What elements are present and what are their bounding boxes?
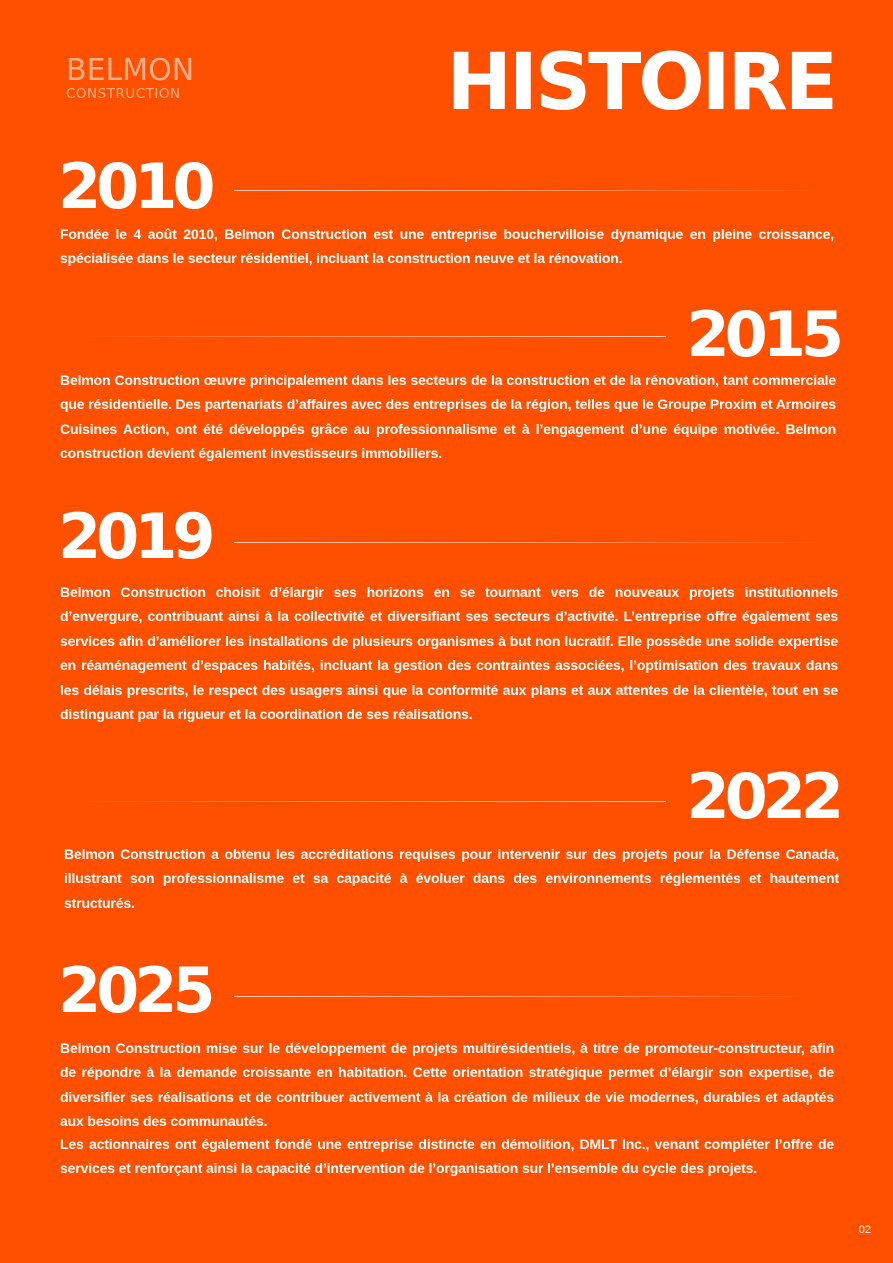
- paragraph-2019: Belmon Construction choisit d’élargir ses horizons en se tournant vers de nouveaux projets institutionnels d’envergure, contribuant ainsi à la collectivité et diversifiant ses secteurs d’activité. L’entreprise offre également ses services afin d’améliorer les installations de plusieurs organismes à but non lucratif. Elle possède une solide expertise en réaménagement d’espaces habités, incluant la gestion des contraintes associées, l’optimisation des travaux dans les délais prescrits, le respect des usagers ainsi que la conformité aux plans et aux attentes de la clientèle, tout en se distinguant par la rigueur et la coordination de ses réalisations.: [60, 584, 838, 723]
- year-2025-heading: 2025: [58, 954, 211, 1027]
- year-2015-heading: 2015: [686, 298, 839, 371]
- logo-wordmark: BELMON: [66, 53, 195, 88]
- paragraph-2015: Belmon Construction œuvre principalement dans les secteurs de la construction et de la rénovation, tant commerciale que résidentielle. Des partenariats d’affaires avec des entreprises de la région, telles que le Groupe Proxim et Armoires Cuisines Action, ont été développés grâce au professionnalisme et à l’engagement d’une équipe motivée. Belmon construction devient également investisseurs immobiliers.: [60, 372, 836, 462]
- paragraph-2022: Belmon Construction a obtenu les accréditations requises pour intervenir sur des projets pour la Défense Canada, illustrant son professionnalisme et sa capacité à évoluer dans des environnements réglementés et hautement structurés.: [64, 846, 839, 911]
- logo-subtitle: CONSTRUCTION: [66, 86, 181, 102]
- divider-line: [80, 801, 666, 802]
- year-2019-heading: 2019: [58, 500, 211, 573]
- paragraph-2025-a: Belmon Construction mise sur le développement de projets multirésidentiels, à titre de promoteur-constructeur, afin de répondre à la demande croissante en habitation. Cette orientation stratégique permet d’élargir son expertise, de diversifier ses réalisations et de contribuer activement à la création de milieux de vie modernes, durables et adaptés aux besoins des communautés.: [60, 1040, 834, 1130]
- page-number: 02: [858, 1224, 871, 1236]
- year-2010-heading: 2010: [58, 150, 211, 223]
- paragraph-2025-b: Les actionnaires ont également fondé une entreprise distincte en démolition, DMLT Inc., venant compléter l’offre de services et renforçant ainsi la capacité d’intervention de l’organisation sur l’ensemble du cycle des projets.: [60, 1136, 834, 1177]
- page-title: HISTOIRE: [446, 38, 835, 128]
- paragraph-2010: Fondée le 4 août 2010, Belmon Construction est une entreprise bouchervilloise dynamique en pleine croissance, spécialisée dans le secteur résidentiel, incluant la construction neuve et la rénovation.: [60, 226, 834, 267]
- year-2022-heading: 2022: [686, 760, 839, 833]
- divider-line: [234, 190, 824, 191]
- divider-line: [234, 996, 824, 997]
- company-logo: [66, 53, 226, 102]
- divider-line: [234, 542, 824, 543]
- divider-line: [80, 336, 666, 337]
